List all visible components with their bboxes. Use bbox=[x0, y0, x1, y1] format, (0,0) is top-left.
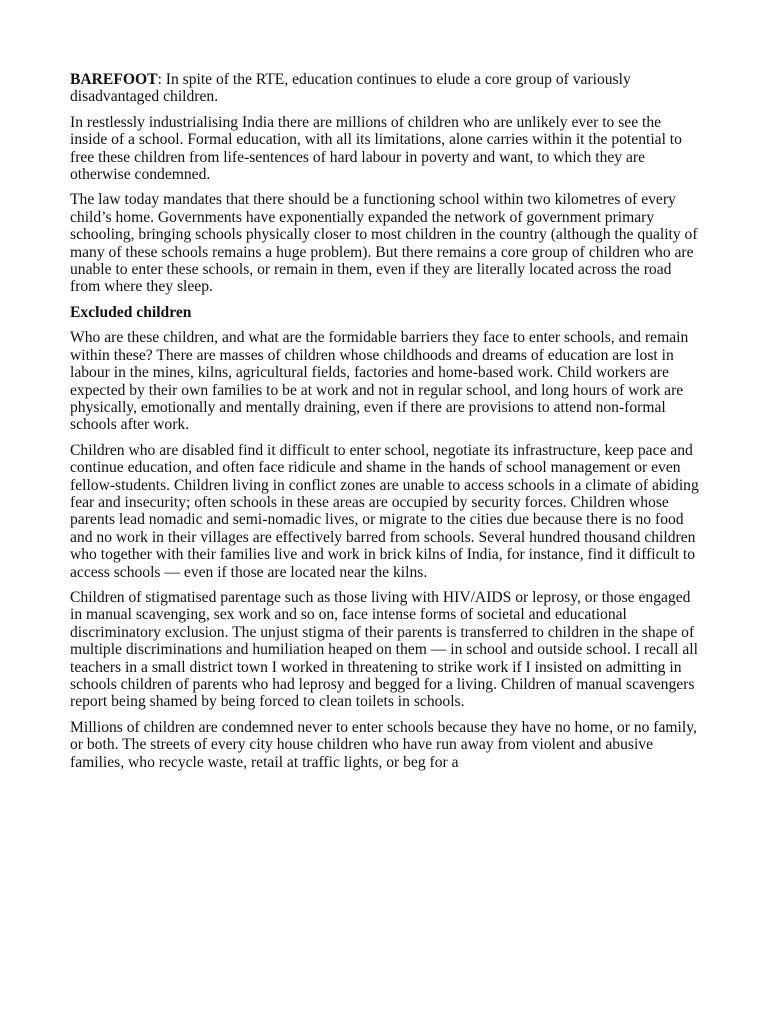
body-paragraph: Children who are disabled find it difficult to enter school, negotiate its infrastructure, keep pace and continue education, and often face ridicule and shame in the hands of school management or even fellow-students. Children living in conflict zones are unable to access schools in a climate of abiding fear and insecurity; often schools in these areas are occupied by security forces. Children whose parents lead nomadic and semi-nomadic lives, or migrate to the cities due because there is no food and no work in their villages are effectively barred from schools. Several hundred thousand children who together with their families live and work in brick kilns of India, for instance, find it difficult to access schools — even if those are located near the kilns. bbox=[70, 441, 699, 581]
intro-paragraph bbox=[70, 71, 700, 106]
article-page bbox=[70, 71, 700, 779]
body-paragraph: In restlessly industrialising India there are millions of children who are unlikely ever to see the inside of a school. Formal education, with all its limitations, alone carries within it the potential to free these children from life-sentences of hard labour in poverty and want, to which they are otherwise condemned. bbox=[70, 113, 682, 184]
body-paragraph: The law today mandates that there should be a functioning school within two kilometres of every child’s home. Governments have exponentially expanded the network of government primary schooling, bringing schools physically closer to most children in the country (although the quality of many of these schools remains a huge problem). But there remains a core group of children who are unable to enter these schools, or remain in them, even if they are literally located across the road from where they sleep. bbox=[70, 191, 698, 296]
body-paragraph: Who are these children, and what are the formidable barriers they face to enter schools, and remain within these? There are masses of children whose childhoods and dreams of education are lost in labour in the mines, kilns, agricultural fields, factories and home-based work. Child workers are expected by their own families to be at work and not in regular school, and long hours of work are physically, emotionally and mentally draining, even if there are provisions to attend non-formal schools after work. bbox=[70, 329, 689, 434]
section-heading: Excluded children bbox=[70, 303, 192, 321]
intro-lead: BAREFOOT bbox=[70, 71, 158, 88]
intro-text: : In spite of the RTE, education continues to elude a core group of variously disadvantaged children. bbox=[70, 71, 631, 106]
body-paragraph: Children of stigmatised parentage such as those living with HIV/AIDS or leprosy, or those engaged in manual scavenging, sex work and so on, face intense forms of societal and educational discriminatory exclusion. The unjust stigma of their parents is transferred to children in the shape of multiple discriminations and humiliation heaped on them — in school and outside school. I recall all teachers in a small district town I worked in threatening to strike work if I insisted on admitting in schools children of parents who had leprosy and begged for a living. Children of manual scavengers report being shamed by being forced to clean toilets in schools. bbox=[70, 588, 698, 711]
body-paragraph: Millions of children are condemned never to enter schools because they have no home, or no family, or both. The streets of every city house children who have run away from violent and abusive families, who recycle waste, retail at traffic lights, or beg for a bbox=[70, 718, 697, 771]
